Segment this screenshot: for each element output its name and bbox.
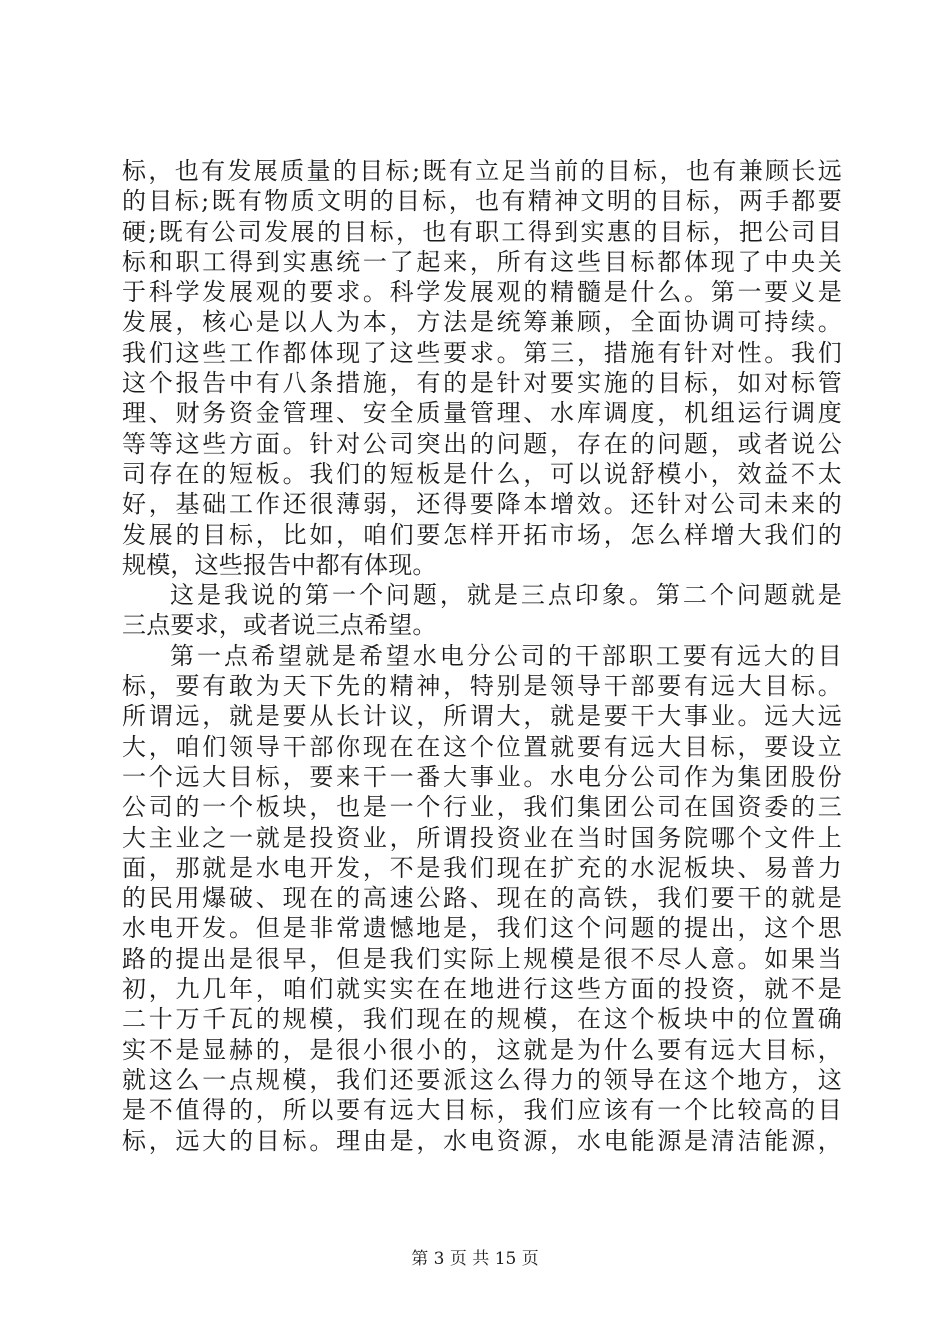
page-number-footer: 第 3 页 共 15 页 [411, 1249, 539, 1269]
text-line: 所谓远，就是要从长计议，所谓大，就是要干大事业。远大远 [122, 702, 842, 731]
text-line: 标，要有敢为天下先的精神，特别是领导干部要有远大目标。 [122, 672, 842, 701]
text-line: 就这么一点规模，我们还要派这么得力的领导在这个地方，这 [122, 1065, 842, 1094]
text-line: 一个远大目标，要来干一番大事业。水电分公司作为集团股份 [122, 762, 842, 791]
text-line: 是不值得的，所以要有远大目标，我们应该有一个比较高的目 [122, 1096, 842, 1125]
text-line: 这个报告中有八条措施，有的是针对要实施的目标，如对标管 [122, 369, 842, 398]
text-line: 的民用爆破、现在的高速公路、现在的高铁，我们要干的就是 [122, 884, 842, 913]
text-line: 初，九几年，咱们就实实在在地进行这些方面的投资，就不是 [122, 975, 842, 1004]
text-line: 公司的一个板块，也是一个行业，我们集团公司在国资委的三 [122, 793, 842, 822]
text-line: 水电开发。但是非常遗憾地是，我们这个问题的提出，这个思 [122, 914, 842, 943]
text-line: 等等这些方面。针对公司突出的问题，存在的问题，或者说公 [122, 429, 842, 458]
text-line: 发展的目标，比如，咱们要怎样开拓市场，怎么样增大我们的 [122, 520, 842, 549]
text-line: 大主业之一就是投资业，所谓投资业在当时国务院哪个文件上 [122, 823, 842, 852]
text-line: 理、财务资金管理、安全质量管理、水库调度，机组运行调度 [122, 399, 842, 428]
text-line: 我们这些工作都体现了这些要求。第三，措施有针对性。我们 [122, 338, 842, 367]
text-line: 发展，核心是以人为本，方法是统筹兼顾，全面协调可持续。 [122, 308, 842, 337]
text-line: 标，也有发展质量的目标;既有立足当前的目标，也有兼顾长远 [122, 157, 842, 185]
text-line: 标和职工得到实惠统一了起来，所有这些目标都体现了中央关 [122, 247, 842, 276]
text-line: 二十万千瓦的规模，我们现在的规模，在这个板块中的位置确 [122, 1005, 842, 1034]
text-line: 于科学发展观的要求。科学发展观的精髓是什么。第一要义是 [122, 278, 842, 307]
text-line: 面，那就是水电开发，不是我们现在扩充的水泥板块、易普力 [122, 853, 842, 882]
text-line: 标，远大的目标。理由是，水电资源，水电能源是清洁能源， [122, 1126, 842, 1155]
document-body [122, 156, 842, 1156]
text-line: 实不是显赫的，是很小很小的，这就是为什么要有远大目标， [122, 1035, 842, 1064]
text-line: 硬;既有公司发展的目标，也有职工得到实惠的目标，把公司目 [122, 217, 842, 246]
text-line: 路的提出是很早，但是我们实际上规模是很不尽人意。如果当 [122, 944, 842, 973]
text-line: 大，咱们领导干部你现在在这个位置就要有远大目标，要设立 [122, 732, 842, 761]
text-line: 好，基础工作还很薄弱，还得要降本增效。还针对公司未来的 [122, 490, 842, 519]
text-line: 第一点希望就是希望水电分公司的干部职工要有远大的目 [170, 641, 842, 670]
text-line: 司存在的短板。我们的短板是什么，可以说舒模小，效益不太 [122, 459, 842, 488]
text-line: 规模，这些报告中都有体现。 [122, 550, 437, 579]
text-line: 这是我说的第一个问题，就是三点印象。第二个问题就是 [170, 581, 842, 610]
text-line: 三点要求，或者说三点希望。 [122, 611, 437, 640]
text-line: 的目标;既有物质文明的目标，也有精神文明的目标，两手都要 [122, 187, 842, 216]
